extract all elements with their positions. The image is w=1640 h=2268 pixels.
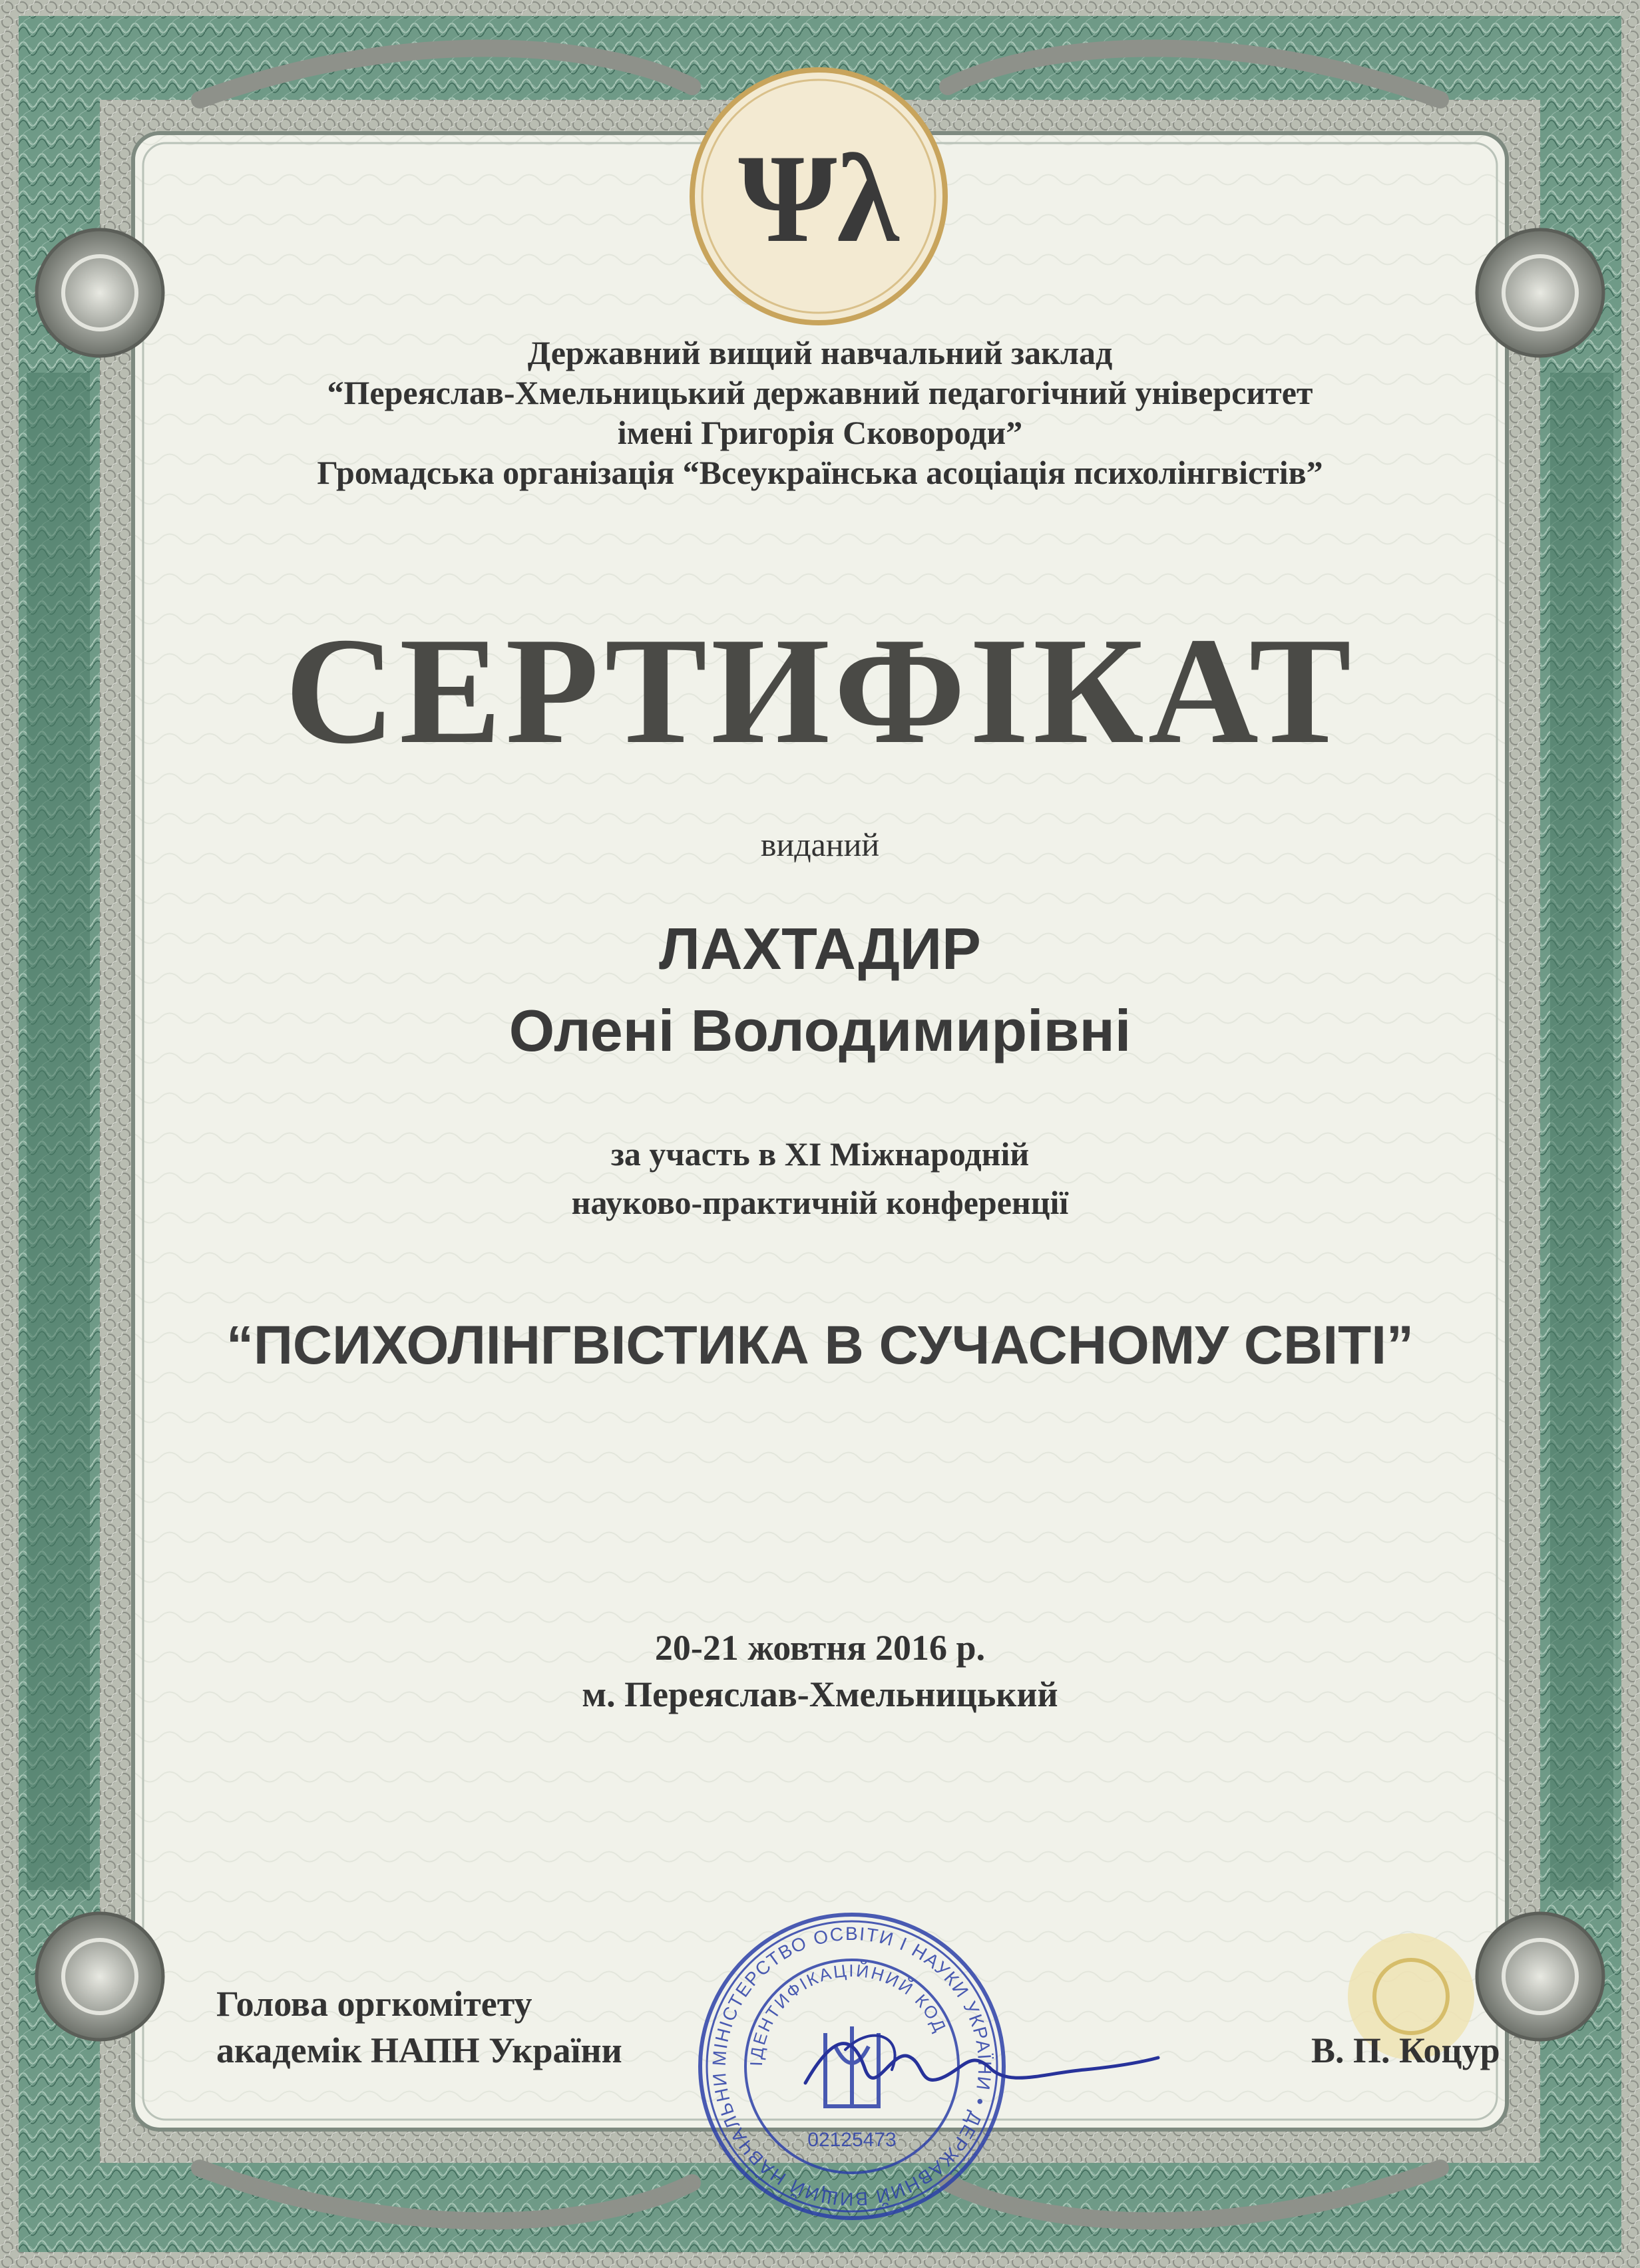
organization-logo [686, 63, 952, 329]
conference-title: “ПСИХОЛІНГВІСТИКА В СУЧАСНОМУ СВІТІ” [226, 1315, 1414, 1376]
signatory-role-line-2: академік НАПН України [216, 2030, 622, 2070]
stamp-code: 02125473 [807, 2129, 897, 2151]
event-date: 20-21 жовтня 2016 р. [654, 1628, 986, 1668]
handwritten-signature [792, 2010, 1165, 2123]
institution-line-1: Державний вищий навчальний заклад [527, 334, 1113, 371]
issued-label: виданий [760, 826, 880, 863]
reason-line-1: за участь в XI Міжнародній [610, 1135, 1030, 1173]
stamp-inner-text: ІДЕНТИФІКАЦІЙНИЙ КОД [745, 1960, 951, 2067]
reason-line-2: науково-практичній конференції [571, 1184, 1069, 1221]
institution-line-4: Громадська організація “Всеукраїнська асоціація психолінгвістів” [317, 454, 1323, 491]
institution-line-3: імені Григорія Сковороди” [617, 414, 1023, 451]
signatory-name: В. П. Коцур [1311, 2030, 1500, 2070]
certificate-title: СЕРТИФІКАТ [284, 606, 1356, 775]
event-place: м. Переяслав-Хмельницький [582, 1674, 1058, 1714]
signatory-role-line-1: Голова оргкомітету [216, 1984, 532, 2024]
recipient-given-names: Олені Володимирівні [509, 998, 1131, 1063]
stamp-outer-text: МІНІСТЕРСТВО ОСВІТИ І НАУКИ УКРАЇНИ • ДЕРЖАВНИЙ ВИЩИЙ НАВЧАЛЬНИ [708, 1923, 996, 2210]
recipient-surname: ЛАХТАДИР [659, 916, 981, 982]
logo-symbol: Ψλ [738, 129, 899, 269]
institution-line-2: “Переяслав-Хмельницький державний педагогічний університет [327, 374, 1313, 411]
